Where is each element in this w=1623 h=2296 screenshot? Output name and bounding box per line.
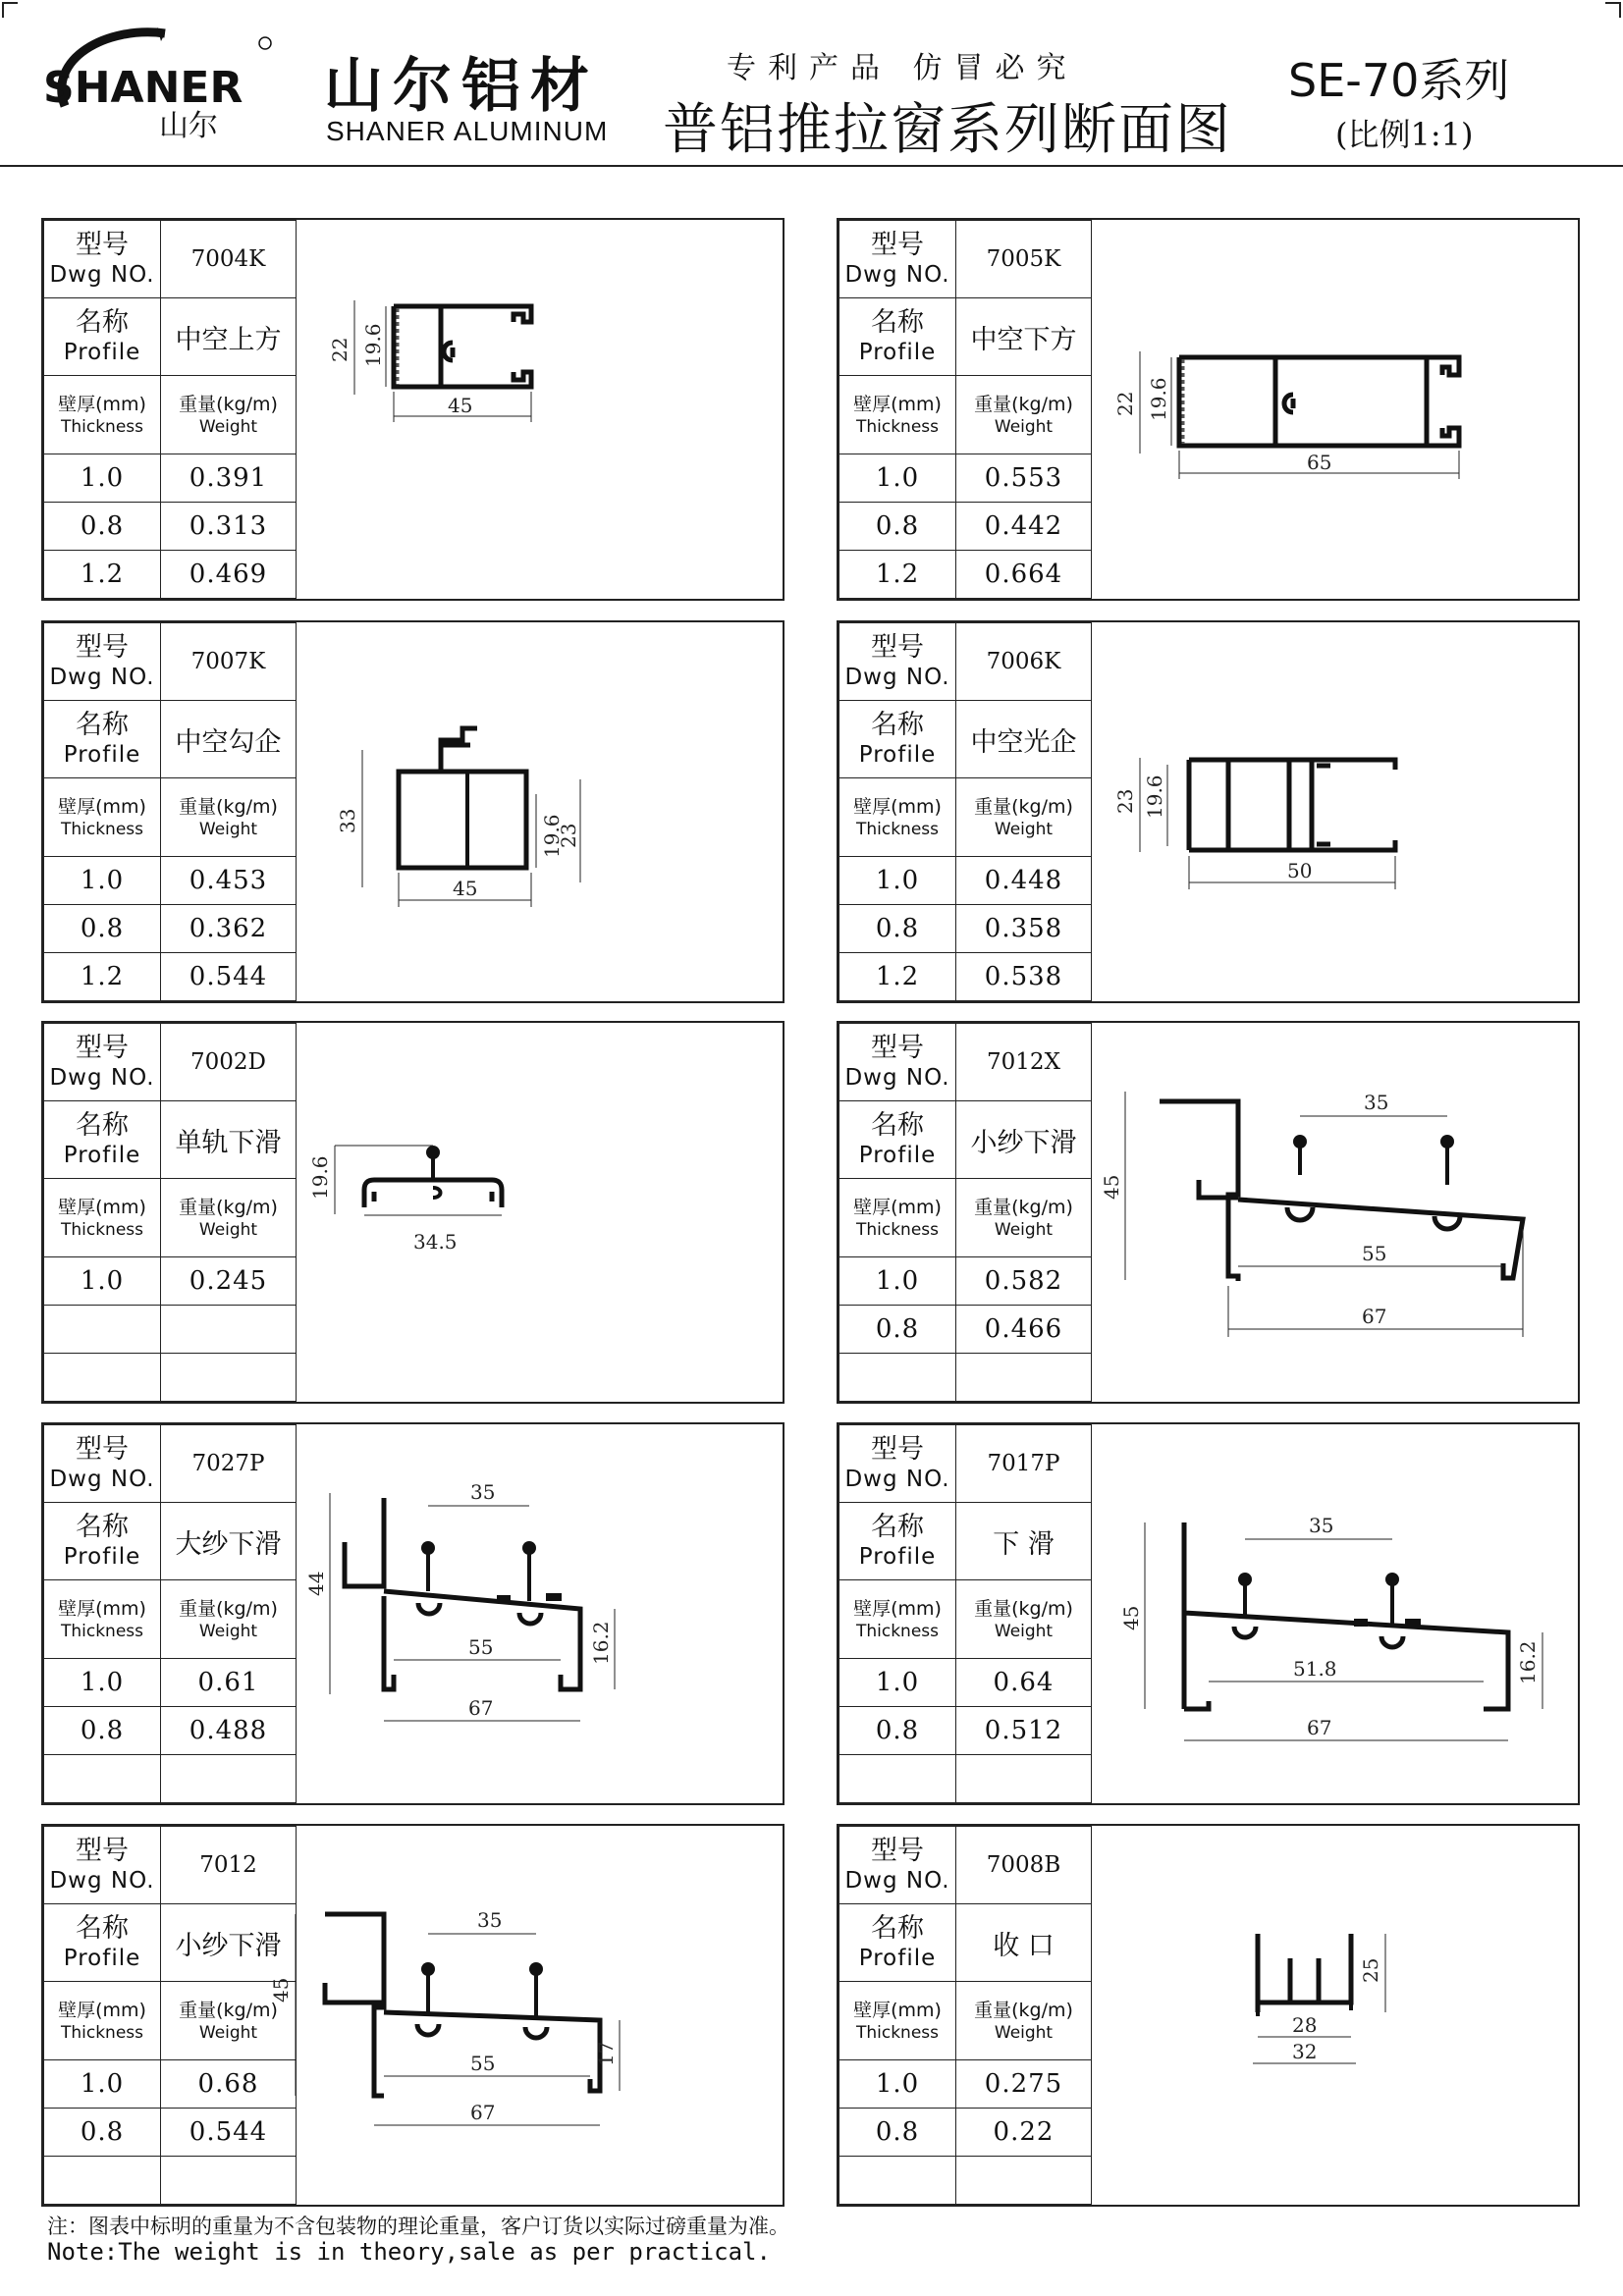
profile-label-en: Profile <box>858 340 937 366</box>
spec-row <box>44 952 297 1000</box>
weight-label-en: Weight <box>198 2022 258 2043</box>
dim-label: 45 <box>1119 1605 1143 1630</box>
profile-label-en: Profile <box>858 1143 937 1169</box>
profile-name: 中空勾企 <box>175 726 282 758</box>
weight-value: 0.358 <box>984 913 1063 943</box>
spec-row <box>44 2156 297 2204</box>
dwg-label-cn: 型号 <box>76 1836 129 1867</box>
thickness-value: 1.2 <box>80 961 125 991</box>
thickness-value: 0.8 <box>875 1313 920 1344</box>
profile-label-cn: 名称 <box>871 710 924 741</box>
dwg-label-en: Dwg NO. <box>49 1868 155 1895</box>
profile-label-cn: 名称 <box>76 1110 129 1142</box>
dim-label: 35 <box>470 1480 496 1504</box>
spec-row <box>839 1706 1092 1754</box>
profile-panel <box>837 1824 1580 2207</box>
weight-label-en: Weight <box>994 2022 1054 2043</box>
spec-row <box>839 952 1092 1000</box>
thickness-value: 1.0 <box>80 1667 125 1697</box>
dim-label: 33 <box>336 808 359 833</box>
dim-label: 28 <box>1292 2013 1318 2037</box>
profile-label-cn: 名称 <box>76 710 129 741</box>
crop-mark <box>2 2 18 18</box>
thickness-value: 1.0 <box>80 865 125 895</box>
spec-row <box>44 1256 297 1305</box>
dim-label: 67 <box>1362 1305 1387 1328</box>
profile-drawing <box>296 1424 783 1803</box>
dwg-label-en: Dwg NO. <box>844 1868 950 1895</box>
profile-drawing <box>1091 220 1578 599</box>
dwg-number: 7012 <box>199 1852 257 1879</box>
spec-row <box>44 904 297 952</box>
dim-label: 45 <box>1100 1174 1123 1200</box>
weight-value: 0.245 <box>189 1265 268 1296</box>
weight-value: 0.553 <box>984 462 1063 493</box>
thickness-value: 1.2 <box>80 559 125 589</box>
weight-label-cn: 重量(kg/m) <box>179 1999 278 2021</box>
weight-value: 0.544 <box>189 961 268 991</box>
dwg-label-en: Dwg NO. <box>844 665 950 691</box>
profile-label-cn: 名称 <box>76 307 129 339</box>
weight-label-en: Weight <box>994 819 1054 839</box>
weight-label-cn: 重量(kg/m) <box>179 1196 278 1218</box>
spec-table <box>43 1826 297 2205</box>
thickness-label-cn: 壁厚(mm) <box>853 795 942 818</box>
weight-label-en: Weight <box>198 1219 258 1240</box>
spec-row <box>839 904 1092 952</box>
dim-label: 67 <box>468 1696 494 1720</box>
spec-table <box>839 1826 1092 2205</box>
dim-label: 22 <box>1113 391 1137 416</box>
dwg-label-en: Dwg NO. <box>49 1065 155 1092</box>
profile-label-en: Profile <box>63 742 141 769</box>
spec-row <box>44 1305 297 1353</box>
thickness-label-en: Thickness <box>60 2022 144 2043</box>
weight-label-cn: 重量(kg/m) <box>974 1597 1073 1620</box>
weight-value: 0.469 <box>189 559 268 589</box>
weight-label-cn: 重量(kg/m) <box>974 795 1073 818</box>
thickness-label-cn: 壁厚(mm) <box>853 1999 942 2021</box>
dwg-label-en: Dwg NO. <box>844 1467 950 1493</box>
dwg-number: 7002D <box>190 1049 266 1076</box>
thickness-value: 1.0 <box>875 462 920 493</box>
spec-row <box>44 1353 297 1401</box>
weight-value: 0.582 <box>984 1265 1063 1296</box>
spec-row <box>839 1658 1092 1706</box>
weight-value: 0.664 <box>984 559 1063 589</box>
shaner-logo <box>37 20 273 147</box>
spec-row <box>44 1754 297 1802</box>
dim-label: 19.6 <box>540 814 564 858</box>
weight-value: 0.488 <box>189 1715 268 1745</box>
thickness-value: 1.0 <box>875 2068 920 2099</box>
dim-label: 45 <box>453 877 478 900</box>
dwg-label-cn: 型号 <box>76 632 129 664</box>
spec-row <box>839 1754 1092 1802</box>
dwg-number: 7005K <box>986 246 1061 273</box>
spec-row <box>839 2108 1092 2156</box>
thickness-label-cn: 壁厚(mm) <box>58 393 146 415</box>
spec-table <box>43 1424 297 1803</box>
dwg-label-cn: 型号 <box>871 230 924 261</box>
section-diagram <box>1091 220 1578 599</box>
dwg-label-cn: 型号 <box>76 1033 129 1064</box>
thickness-value: 0.8 <box>80 1715 125 1745</box>
profile-label-cn: 名称 <box>871 307 924 339</box>
thickness-value: 1.2 <box>875 559 920 589</box>
spec-row <box>839 2156 1092 2204</box>
dim-label: 67 <box>1307 1716 1332 1739</box>
page-title: 普铝推拉窗系列断面图 <box>663 98 1232 162</box>
series-name: SE-70系列 <box>1288 54 1510 107</box>
dim-label: 35 <box>1309 1514 1334 1537</box>
dwg-number: 7008B <box>986 1852 1061 1879</box>
profile-name: 单轨下滑 <box>175 1127 282 1158</box>
weight-value: 0.68 <box>197 2068 259 2099</box>
thickness-label-en: Thickness <box>60 416 144 437</box>
section-diagram <box>1091 622 1578 1001</box>
profile-drawing <box>1091 1424 1578 1803</box>
spec-row <box>839 550 1092 598</box>
section-diagram <box>296 1023 783 1402</box>
profile-panel <box>41 620 784 1003</box>
weight-value: 0.453 <box>189 865 268 895</box>
profile-drawing <box>1091 1826 1578 2205</box>
thickness-label-cn: 壁厚(mm) <box>58 1999 146 2021</box>
thickness-label-en: Thickness <box>60 819 144 839</box>
spec-table <box>839 1424 1092 1803</box>
dim-label: 35 <box>1364 1091 1389 1114</box>
spec-row <box>839 502 1092 550</box>
profile-name: 小纱下滑 <box>175 1930 282 1961</box>
thickness-label-en: Thickness <box>855 1621 940 1641</box>
spec-table <box>839 220 1092 599</box>
dwg-label-en: Dwg NO. <box>49 1467 155 1493</box>
weight-label-en: Weight <box>994 1621 1054 1641</box>
dim-label: 22 <box>328 337 352 362</box>
spec-row <box>839 1353 1092 1401</box>
profile-label-en: Profile <box>63 340 141 366</box>
dim-label: 35 <box>477 1908 503 1932</box>
dim-label: 19.6 <box>308 1155 332 1200</box>
spec-row <box>44 1706 297 1754</box>
spec-row <box>44 454 297 502</box>
dim-label: 55 <box>470 2052 496 2075</box>
section-diagram <box>1091 1023 1578 1402</box>
dwg-label-cn: 型号 <box>871 1836 924 1867</box>
section-diagram <box>296 1424 783 1803</box>
spec-row <box>44 550 297 598</box>
spec-table <box>43 1023 297 1402</box>
profile-label-cn: 名称 <box>76 1512 129 1543</box>
thickness-value: 1.0 <box>80 1265 125 1296</box>
weight-value: 0.512 <box>984 1715 1063 1745</box>
dim-label: 55 <box>1362 1242 1387 1265</box>
profile-panel <box>41 1824 784 2207</box>
dwg-label-cn: 型号 <box>871 632 924 664</box>
profile-label-en: Profile <box>63 1544 141 1571</box>
thickness-value: 1.0 <box>80 462 125 493</box>
profile-label-cn: 名称 <box>76 1913 129 1945</box>
section-diagram <box>269 1826 783 2205</box>
profile-name: 中空上方 <box>175 324 282 355</box>
dwg-label-en: Dwg NO. <box>844 262 950 289</box>
profile-name: 中空光企 <box>970 726 1077 758</box>
profile-label-en: Profile <box>858 1544 937 1571</box>
profile-label-en: Profile <box>63 1143 141 1169</box>
profile-label-en: Profile <box>858 742 937 769</box>
thickness-label-cn: 壁厚(mm) <box>58 1597 146 1620</box>
dim-label: 51.8 <box>1293 1657 1337 1681</box>
weight-label-cn: 重量(kg/m) <box>179 393 278 415</box>
profile-name: 中空下方 <box>970 324 1077 355</box>
dim-label: 25 <box>1359 1957 1382 1983</box>
thickness-label-cn: 壁厚(mm) <box>853 1597 942 1620</box>
weight-value: 0.275 <box>984 2068 1063 2099</box>
weight-value: 0.64 <box>993 1667 1055 1697</box>
thickness-value: 0.8 <box>875 913 920 943</box>
spec-row <box>44 502 297 550</box>
thickness-label-cn: 壁厚(mm) <box>58 1196 146 1218</box>
page-header <box>0 0 1623 167</box>
weight-label-cn: 重量(kg/m) <box>179 795 278 818</box>
weight-value: 0.466 <box>984 1313 1063 1344</box>
profile-panel <box>837 1422 1580 1805</box>
dwg-label-cn: 型号 <box>871 1434 924 1466</box>
dim-label: 17 <box>594 2041 618 2066</box>
profile-panel <box>41 1021 784 1404</box>
thickness-value: 0.8 <box>80 510 125 541</box>
profile-drawing <box>296 622 783 1001</box>
profile-label-cn: 名称 <box>871 1110 924 1142</box>
dim-label: 67 <box>470 2101 496 2124</box>
dwg-number: 7017P <box>987 1451 1060 1477</box>
thickness-value: 1.0 <box>80 2068 125 2099</box>
scale-label: (比例1:1) <box>1335 116 1474 153</box>
spec-row <box>44 1658 297 1706</box>
weight-label-cn: 重量(kg/m) <box>179 1597 278 1620</box>
profile-drawing <box>296 220 783 599</box>
profile-name: 大纱下滑 <box>175 1528 282 1560</box>
profile-panel <box>837 620 1580 1003</box>
dwg-label-cn: 型号 <box>76 1434 129 1466</box>
weight-label-en: Weight <box>994 416 1054 437</box>
patent-notice: 专利产品 仿冒必究 <box>727 51 1078 85</box>
header-divider <box>0 165 1623 167</box>
spec-table <box>839 622 1092 1001</box>
section-diagram <box>296 220 783 599</box>
thickness-label-cn: 壁厚(mm) <box>853 393 942 415</box>
spec-row <box>839 1305 1092 1353</box>
thickness-label-en: Thickness <box>855 1219 940 1240</box>
spec-row <box>44 2108 297 2156</box>
thickness-label-en: Thickness <box>855 416 940 437</box>
dim-label: 65 <box>1307 451 1332 474</box>
thickness-label-cn: 壁厚(mm) <box>853 1196 942 1218</box>
profile-name: 收 口 <box>993 1930 1055 1961</box>
dim-label: 16.2 <box>589 1621 613 1665</box>
profile-drawing <box>1091 1023 1578 1402</box>
dwg-label-en: Dwg NO. <box>49 665 155 691</box>
dim-label: 32 <box>1292 2040 1318 2063</box>
dwg-number: 7007K <box>190 649 266 675</box>
thickness-value: 1.0 <box>875 865 920 895</box>
dim-label: 44 <box>304 1571 328 1596</box>
dwg-number: 7012X <box>987 1049 1060 1076</box>
spec-row <box>839 856 1092 904</box>
thickness-value: 1.0 <box>875 1265 920 1296</box>
section-diagram <box>296 622 783 1001</box>
thickness-value: 0.8 <box>875 1715 920 1745</box>
thickness-label-en: Thickness <box>60 1621 144 1641</box>
weight-value: 0.544 <box>189 2116 268 2147</box>
spec-row <box>44 2059 297 2108</box>
thickness-value: 0.8 <box>875 2116 920 2147</box>
profile-drawing <box>269 1826 783 2205</box>
dim-label: 55 <box>468 1635 494 1659</box>
weight-value: 0.362 <box>189 913 268 943</box>
thickness-value: 1.2 <box>875 961 920 991</box>
profile-name: 小纱下滑 <box>970 1127 1077 1158</box>
weight-value: 0.442 <box>984 510 1063 541</box>
dwg-label-en: Dwg NO. <box>844 1065 950 1092</box>
thickness-label-en: Thickness <box>60 1219 144 1240</box>
dim-label: 19.6 <box>361 323 385 367</box>
thickness-value: 0.8 <box>80 913 125 943</box>
thickness-value: 0.8 <box>80 2116 125 2147</box>
profile-drawing <box>296 1023 783 1402</box>
thickness-label-en: Thickness <box>855 2022 940 2043</box>
thickness-label-en: Thickness <box>855 819 940 839</box>
thickness-value: 1.0 <box>875 1667 920 1697</box>
dwg-label-cn: 型号 <box>76 230 129 261</box>
dwg-number: 7027P <box>191 1451 265 1477</box>
dim-label: 45 <box>269 1977 293 2002</box>
dim-label: 50 <box>1287 859 1313 882</box>
section-diagram <box>1091 1424 1578 1803</box>
weight-value: 0.22 <box>993 2116 1055 2147</box>
spec-table <box>43 622 297 1001</box>
note-en: Note:The weight is in theory,sale as per practical. <box>47 2238 771 2266</box>
brand-name-cn: 山尔铝材 <box>324 52 599 121</box>
spec-row <box>44 856 297 904</box>
profile-panel <box>837 1021 1580 1404</box>
profile-label-en: Profile <box>858 1946 937 1972</box>
weight-label-cn: 重量(kg/m) <box>974 393 1073 415</box>
spec-row <box>839 2059 1092 2108</box>
weight-value: 0.538 <box>984 961 1063 991</box>
weight-value: 0.391 <box>189 462 268 493</box>
spec-table <box>43 220 297 599</box>
weight-label-en: Weight <box>198 819 258 839</box>
spec-row <box>839 1256 1092 1305</box>
brand-name-en: SHANER ALUMINUM <box>326 116 609 146</box>
spec-row <box>839 454 1092 502</box>
weight-value: 0.448 <box>984 865 1063 895</box>
weight-label-cn: 重量(kg/m) <box>974 1999 1073 2021</box>
weight-label-en: Weight <box>994 1219 1054 1240</box>
thickness-value: 0.8 <box>875 510 920 541</box>
dim-label: 45 <box>448 394 473 417</box>
dim-label: 23 <box>1113 788 1137 814</box>
weight-label-en: Weight <box>198 1621 258 1641</box>
profile-panel <box>41 218 784 601</box>
crop-mark <box>1605 2 1621 18</box>
spec-table <box>839 1023 1092 1402</box>
weight-value: 0.61 <box>197 1667 259 1697</box>
weight-label-cn: 重量(kg/m) <box>974 1196 1073 1218</box>
dim-label: 23 <box>557 823 580 848</box>
dwg-label-cn: 型号 <box>871 1033 924 1064</box>
profile-label-cn: 名称 <box>871 1512 924 1543</box>
dim-label: 34.5 <box>413 1230 458 1254</box>
note-cn: 注：图表中标明的重量为不含包装物的理论重量，客户订货以实际过磅重量为准。 <box>47 2215 789 2238</box>
profile-panel <box>837 218 1580 601</box>
dim-label: 19.6 <box>1143 774 1166 819</box>
section-diagram <box>1091 1826 1578 2205</box>
dim-label: 16.2 <box>1516 1640 1540 1684</box>
profile-name: 下 滑 <box>993 1528 1055 1560</box>
logo-text: SHANER <box>43 63 243 113</box>
dwg-number: 7004K <box>190 246 266 273</box>
dwg-number: 7006K <box>986 649 1061 675</box>
profile-label-cn: 名称 <box>871 1913 924 1945</box>
dwg-label-en: Dwg NO. <box>49 262 155 289</box>
thickness-label-cn: 壁厚(mm) <box>58 795 146 818</box>
logo-cn: 山尔 <box>159 109 218 143</box>
dim-label: 19.6 <box>1147 377 1170 421</box>
profile-panel <box>41 1422 784 1805</box>
weight-value: 0.313 <box>189 510 268 541</box>
profile-drawing <box>1091 622 1578 1001</box>
weight-label-en: Weight <box>198 416 258 437</box>
profile-label-en: Profile <box>63 1946 141 1972</box>
